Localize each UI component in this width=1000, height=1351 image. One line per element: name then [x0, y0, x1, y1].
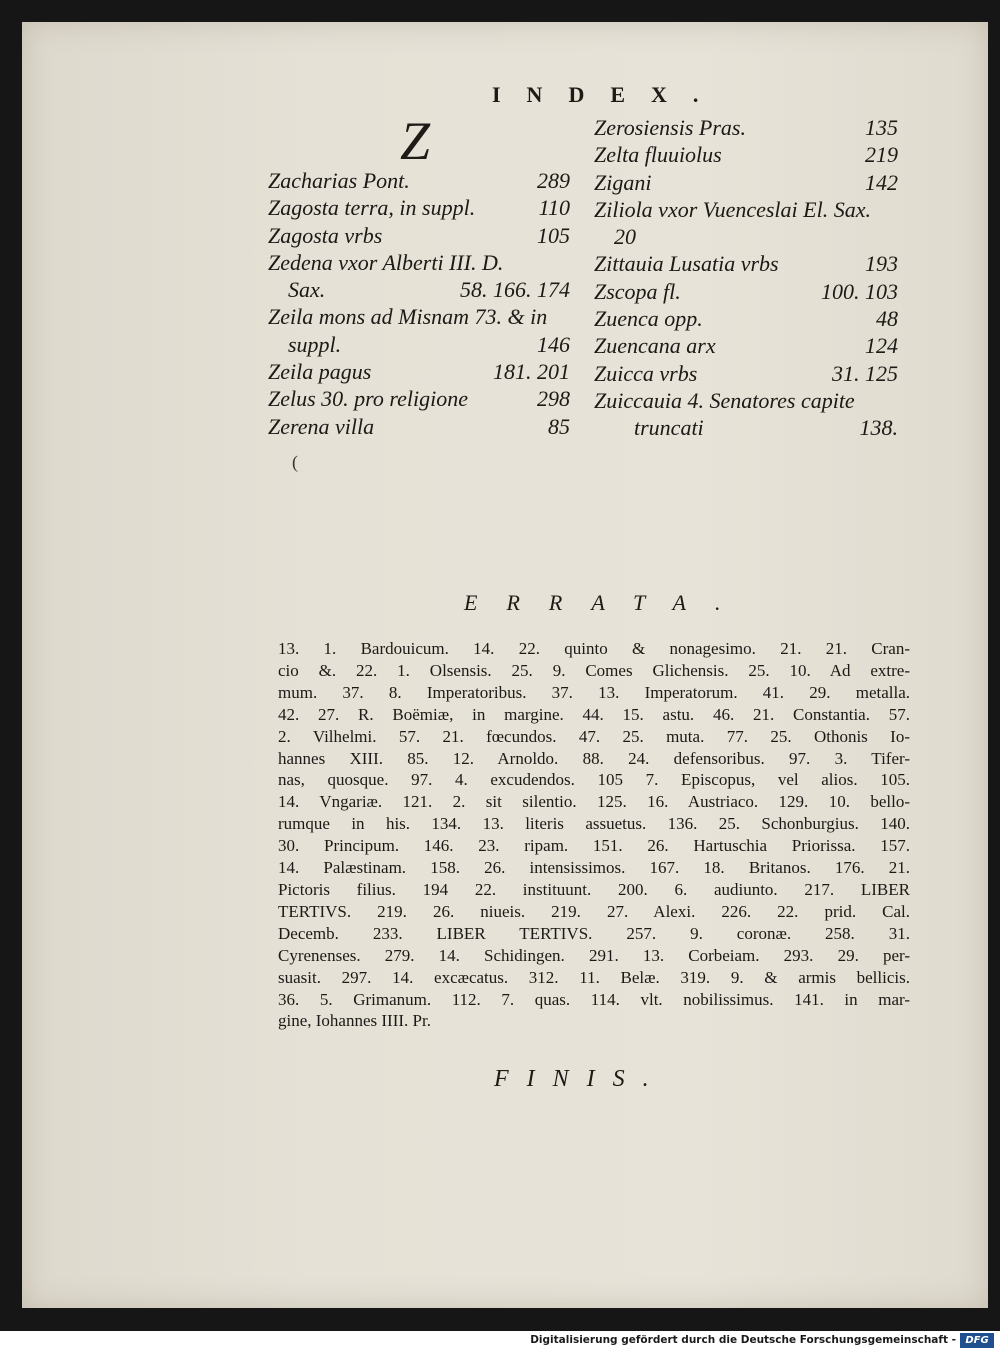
errata-line: suasit. 297. 14. excæcatus. 312. 11. Belæ. 319. 9. & armis bellicis. [278, 967, 910, 987]
errata-line: 14. Palæstinam. 158. 26. intensissimos. 167. 18. Britanos. 176. 21. [278, 858, 910, 878]
errata-line: nas, quosque. 97. 4. excudendos. 105 7. Episcopus, vel alios. 105. [278, 770, 910, 790]
index-term: Zedena vxor Alberti III. D. [268, 249, 504, 275]
index-entry [594, 332, 898, 359]
index-term: truncati [634, 415, 704, 441]
index-entry [268, 385, 570, 412]
index-section-letter: Z [400, 111, 431, 171]
errata-line: gine, Iohannes IIII. Pr. [278, 1011, 431, 1031]
index-page-number: 219 [865, 142, 898, 168]
index-term: 20 [614, 224, 636, 250]
index-column-right [594, 114, 898, 442]
index-entry [268, 194, 570, 221]
index-page-number: 31. 125 [832, 360, 898, 386]
errata-line: mum. 37. 8. Imperatoribus. 37. 13. Imperatorum. 41. 29. metalla. [278, 682, 910, 702]
index-entry [268, 331, 570, 358]
page-header: INDEX. [492, 82, 725, 107]
errata-line: 2. Vilhelmi. 57. 21. fœcundos. 47. 25. muta. 77. 25. Othonis Io- [278, 726, 910, 746]
errata-line: TERTIVS. 219. 26. niueis. 219. 27. Alexi. 226. 22. prid. Cal. [278, 901, 910, 921]
index-term: Zerosiensis Pras. [594, 115, 746, 140]
index-entry [594, 223, 898, 250]
index-entry [594, 387, 898, 414]
index-page-number: 110 [538, 195, 570, 221]
index-term: Zeila mons ad Misnam 73. & in [268, 304, 548, 330]
index-page-number: 124 [865, 333, 898, 359]
errata-line: rumque in his. 134. 13. literis assuetus. 136. 25. Schonburgius. 140. [278, 814, 910, 834]
errata-line: Pictoris filius. 194 22. instituunt. 200. 6. audiunto. 217. LIBER [278, 879, 910, 899]
index-entry [268, 222, 570, 249]
index-term: Zacharias Pont. [268, 168, 410, 193]
index-term: Zagosta terra, in suppl. [268, 195, 476, 221]
errata-line: Decemb. 233. LIBER TERTIVS. 257. 9. coronæ. 258. 31. [278, 923, 910, 943]
index-entry [268, 276, 570, 303]
index-term: Zigani [594, 169, 652, 195]
errata-line: Cyrenenses. 279. 14. Schidingen. 291. 13. Corbeiam. 293. 29. per- [278, 945, 910, 965]
index-entry [594, 278, 898, 305]
index-term: Zagosta vrbs [268, 222, 383, 248]
index-page-number: 298 [537, 386, 570, 412]
book-page [22, 22, 988, 1308]
index-page-number: 193 [865, 251, 898, 277]
index-column-left [268, 167, 570, 440]
index-page-number: 146 [537, 331, 570, 357]
index-entry [594, 250, 898, 277]
index-entry [268, 358, 570, 385]
index-page-number: 135 [865, 115, 898, 140]
errata-body [278, 638, 910, 1032]
errata-line: hannes XIII. 85. 12. Arnoldo. 88. 24. defensoribus. 97. 3. Tifer- [278, 748, 910, 768]
index-term: Zelta fluuiolus [594, 142, 722, 168]
index-entry [268, 413, 570, 440]
ink-mark: ( [292, 452, 298, 472]
errata-line: 13. 1. Bardouicum. 14. 22. quinto & nonagesimo. 21. 21. Cran- [278, 639, 910, 658]
index-entry [594, 169, 898, 196]
index-term: Zerena villa [268, 413, 375, 439]
index-page-number: 138. [859, 415, 898, 441]
index-term: Zittauia Lusatia vrbs [594, 251, 779, 277]
errata-line: cio &. 22. 1. Olsensis. 25. 9. Comes Glichensis. 25. 10. Ad extre- [278, 660, 910, 680]
dfg-logo: DFG [960, 1333, 994, 1348]
finis-heading: FINIS. [494, 1066, 667, 1092]
errata-line: 14. Vngariæ. 121. 2. sit silentio. 125. 16. Austriaco. 129. 10. bello- [278, 792, 910, 812]
index-entry [594, 141, 898, 168]
index-term: Zuenca opp. [594, 306, 703, 332]
index-term: Ziliola vxor Vuenceslai El. Sax. [594, 196, 871, 222]
index-entry [268, 303, 570, 330]
errata-line: 30. Principum. 146. 23. ripam. 151. 26. Hartuschia Priorissa. 157. [278, 836, 910, 856]
index-term: Zuencana arx [594, 333, 716, 359]
index-term: Zscopa fl. [594, 278, 681, 304]
index-page-number: 181. 201 [493, 359, 570, 385]
index-term: Zuiccauia 4. Senatores capite [594, 387, 855, 413]
index-term: Zuicca vrbs [594, 360, 698, 386]
index-entry [268, 167, 570, 194]
footer-bar [0, 1331, 1000, 1351]
index-page-number: 48 [876, 306, 898, 332]
index-page-number: 85 [548, 413, 570, 439]
footer-credit-text: Digitalisierung gefördert durch die Deutsche Forschungsgemeinschaft - [530, 1334, 956, 1346]
index-page-number: 142 [865, 169, 898, 195]
index-page-number: 100. 103 [821, 278, 898, 304]
index-entry [594, 360, 898, 387]
index-entry [594, 305, 898, 332]
index-entry [594, 414, 898, 441]
errata-title: ERRATA. [464, 590, 750, 615]
errata-line: 42. 27. R. Boëmiæ, in margine. 44. 15. astu. 46. 21. Constantia. 57. [278, 704, 910, 724]
index-term: suppl. [288, 331, 342, 357]
errata-line: 36. 5. Grimanum. 112. 7. quas. 114. vlt. nobilissimus. 141. in mar- [278, 989, 910, 1009]
index-term: Sax. [288, 277, 326, 303]
index-term: Zeila pagus [268, 359, 372, 385]
index-entry [594, 114, 898, 141]
index-term: Zelus 30. pro religione [268, 386, 469, 412]
index-page-number: 58. 166. 174 [460, 277, 570, 303]
index-entry [594, 196, 898, 223]
index-page-number: 105 [537, 222, 570, 248]
index-entry [268, 249, 570, 276]
index-page-number: 289 [537, 168, 570, 193]
